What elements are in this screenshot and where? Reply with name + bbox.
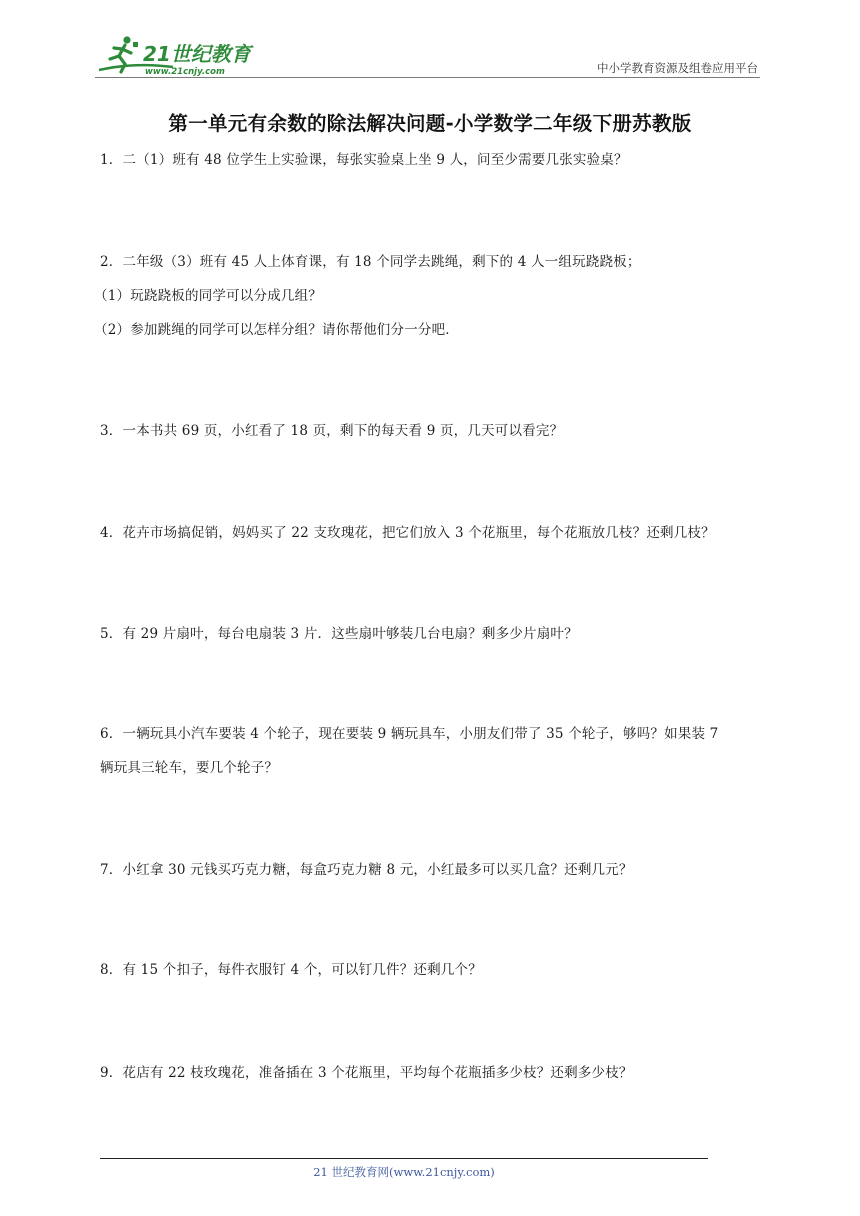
question-subpart: （2）参加跳绳的同学可以怎样分组？请你帮他们分一分吧． bbox=[94, 322, 459, 338]
question-1 bbox=[100, 143, 770, 177]
question-line: 9．花店有 22 枝玫瑰花，准备插在 3 个花瓶里，平均每个花瓶插多少枝？还剩多少枝？ bbox=[100, 1065, 633, 1081]
question-9 bbox=[100, 1056, 770, 1090]
platform-text: 中小学教育资源及组卷应用平台 bbox=[597, 61, 758, 75]
question-line: 8．有 15 个扣子，每件衣服钉 4 个，可以钉几件？还剩几个？ bbox=[100, 962, 482, 978]
question-4 bbox=[100, 516, 770, 550]
question-line: 2．二年级（3）班有 45 人上体育课，有 18 个同学去跳绳，剩下的 4 人一组玩跷跷板； bbox=[100, 254, 641, 270]
question-7 bbox=[100, 853, 770, 887]
question-8 bbox=[100, 953, 770, 987]
question-line: 3．一本书共 69 页，小红看了 18 页，剩下的每天看 9 页，几天可以看完？ bbox=[100, 423, 564, 439]
header-divider bbox=[95, 77, 760, 78]
question-line: 6．一辆玩具小汽车要装 4 个轮子，现在要装 9 辆玩具车，小朋友们带了 35 个轮子，够吗？如果装 7 bbox=[100, 726, 719, 742]
question-line: 辆玩具三轮车，要几个轮子？ bbox=[100, 760, 279, 776]
page-header bbox=[95, 34, 760, 80]
question-line: 7．小红拿 30 元钱买巧克力糖，每盒巧克力糖 8 元，小红最多可以买几盒？还剩几元？ bbox=[100, 862, 633, 878]
question-5 bbox=[100, 617, 770, 651]
question-3 bbox=[100, 414, 770, 448]
footer-divider bbox=[100, 1158, 708, 1159]
svg-text:www.21cnjy.com: www.21cnjy.com bbox=[145, 67, 225, 77]
question-line: 5．有 29 片扇叶，每台电扇装 3 片．这些扇叶够装几台电扇？剩多少片扇叶？ bbox=[100, 626, 578, 642]
question-line: 4．花卉市场搞促销，妈妈买了 22 支玫瑰花，把它们放入 3 个花瓶里，每个花瓶放几枝？还剩几枝？ bbox=[100, 525, 715, 541]
logo bbox=[95, 34, 265, 78]
question-2 bbox=[94, 245, 770, 347]
footer-text: 21 世纪教育网(www.21cnjy.com) bbox=[313, 1165, 495, 1179]
page-title: 第一单元有余数的除法解决问题-小学数学二年级下册苏教版 bbox=[168, 112, 692, 135]
question-6 bbox=[100, 717, 770, 785]
question-subpart: （1）玩跷跷板的同学可以分成几组？ bbox=[94, 288, 322, 304]
svg-text:21世纪教育: 21世纪教育 bbox=[143, 42, 251, 66]
question-line: 1．二（1）班有 48 位学生上实验课，每张实验桌上坐 9 人，问至少需要几张实验桌？ bbox=[100, 152, 628, 168]
runner-logo-icon bbox=[95, 34, 265, 78]
